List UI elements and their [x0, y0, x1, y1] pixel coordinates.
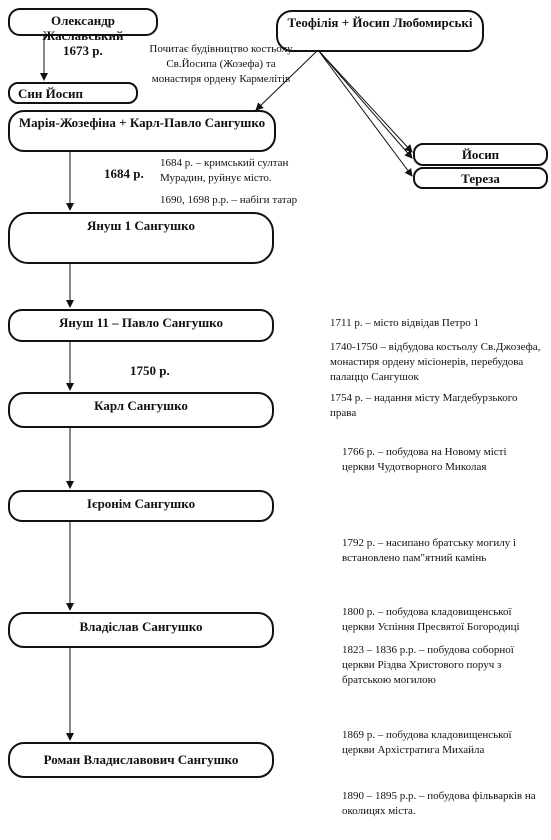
- note-1869: 1869 р. – побудова кладовищенської церкви Архістратига Михайла: [342, 729, 512, 756]
- node-karl: Карл Сангушко: [8, 392, 274, 428]
- note-1800: 1800 р. – побудова кладовищенської церкви Успіння Пресвятої Богородиці: [342, 606, 520, 633]
- node-maria: Марія-Жозефіна + Карл-Павло Сангушко: [8, 110, 276, 152]
- node-teofilia: Теофілія + Йосип Любомирські: [276, 10, 484, 52]
- note-1792: 1792 р. – насипано братську могилу і встановлено пам"ятний камінь: [342, 537, 517, 564]
- node-roman: Роман Владиславович Сангушко: [8, 742, 274, 778]
- note-1823: 1823 – 1836 р.р. – побудова соборної церкви Різдва Христового поруч з братською могилою: [342, 644, 514, 686]
- node-yanush11: Януш 11 – Павло Сангушко: [8, 309, 274, 342]
- year-1750: 1750 р.: [130, 363, 170, 378]
- node-syn-yosyp: Син Йосип: [8, 82, 138, 104]
- node-ieronim: Ієронім Сангушко: [8, 490, 274, 522]
- note-1711: 1711 р. – місто відвідав Петро 1: [330, 317, 479, 329]
- note-1766: 1766 р. – побудова на Новому місті церкви Чудотворного Миколая: [342, 446, 507, 473]
- node-oleksandr: Олександр Жаславський: [8, 8, 158, 36]
- year-1673: 1673 р.: [63, 43, 103, 58]
- node-tereza: Тереза: [413, 167, 548, 189]
- note-1754: 1754 р. – надання місту Магдебурзького права: [330, 392, 518, 419]
- arrow-teofilia-yosyp-1: [318, 50, 412, 152]
- arrow-teofilia-yosyp-2: [318, 50, 412, 158]
- note-1690: 1690, 1698 р.р. – набіги татар: [160, 194, 298, 206]
- note-1684: 1684 р. – кримський султан Мурадин, руйнує місто.: [160, 157, 289, 184]
- node-yosyp: Йосип: [413, 143, 548, 166]
- note-1740: 1740-1750 – відбудова костьолу Св.Джозефа, монастиря ордену місіонерів, перебудова палаццо Сангушок: [330, 341, 541, 383]
- note-kostel: Почитає будівництво костьолу Св.Йосипа (Жозефа) та монастиря ордену Кармелітів: [149, 43, 293, 85]
- note-1890: 1890 – 1895 р.р. – побудова фільварків на околицях міста.: [342, 790, 536, 817]
- node-yanush1: Януш 1 Сангушко: [8, 212, 274, 264]
- arrow-teofilia-tereza: [318, 50, 412, 176]
- node-vladyslav: Владіслав Сангушко: [8, 612, 274, 648]
- year-1684: 1684 р.: [104, 166, 144, 181]
